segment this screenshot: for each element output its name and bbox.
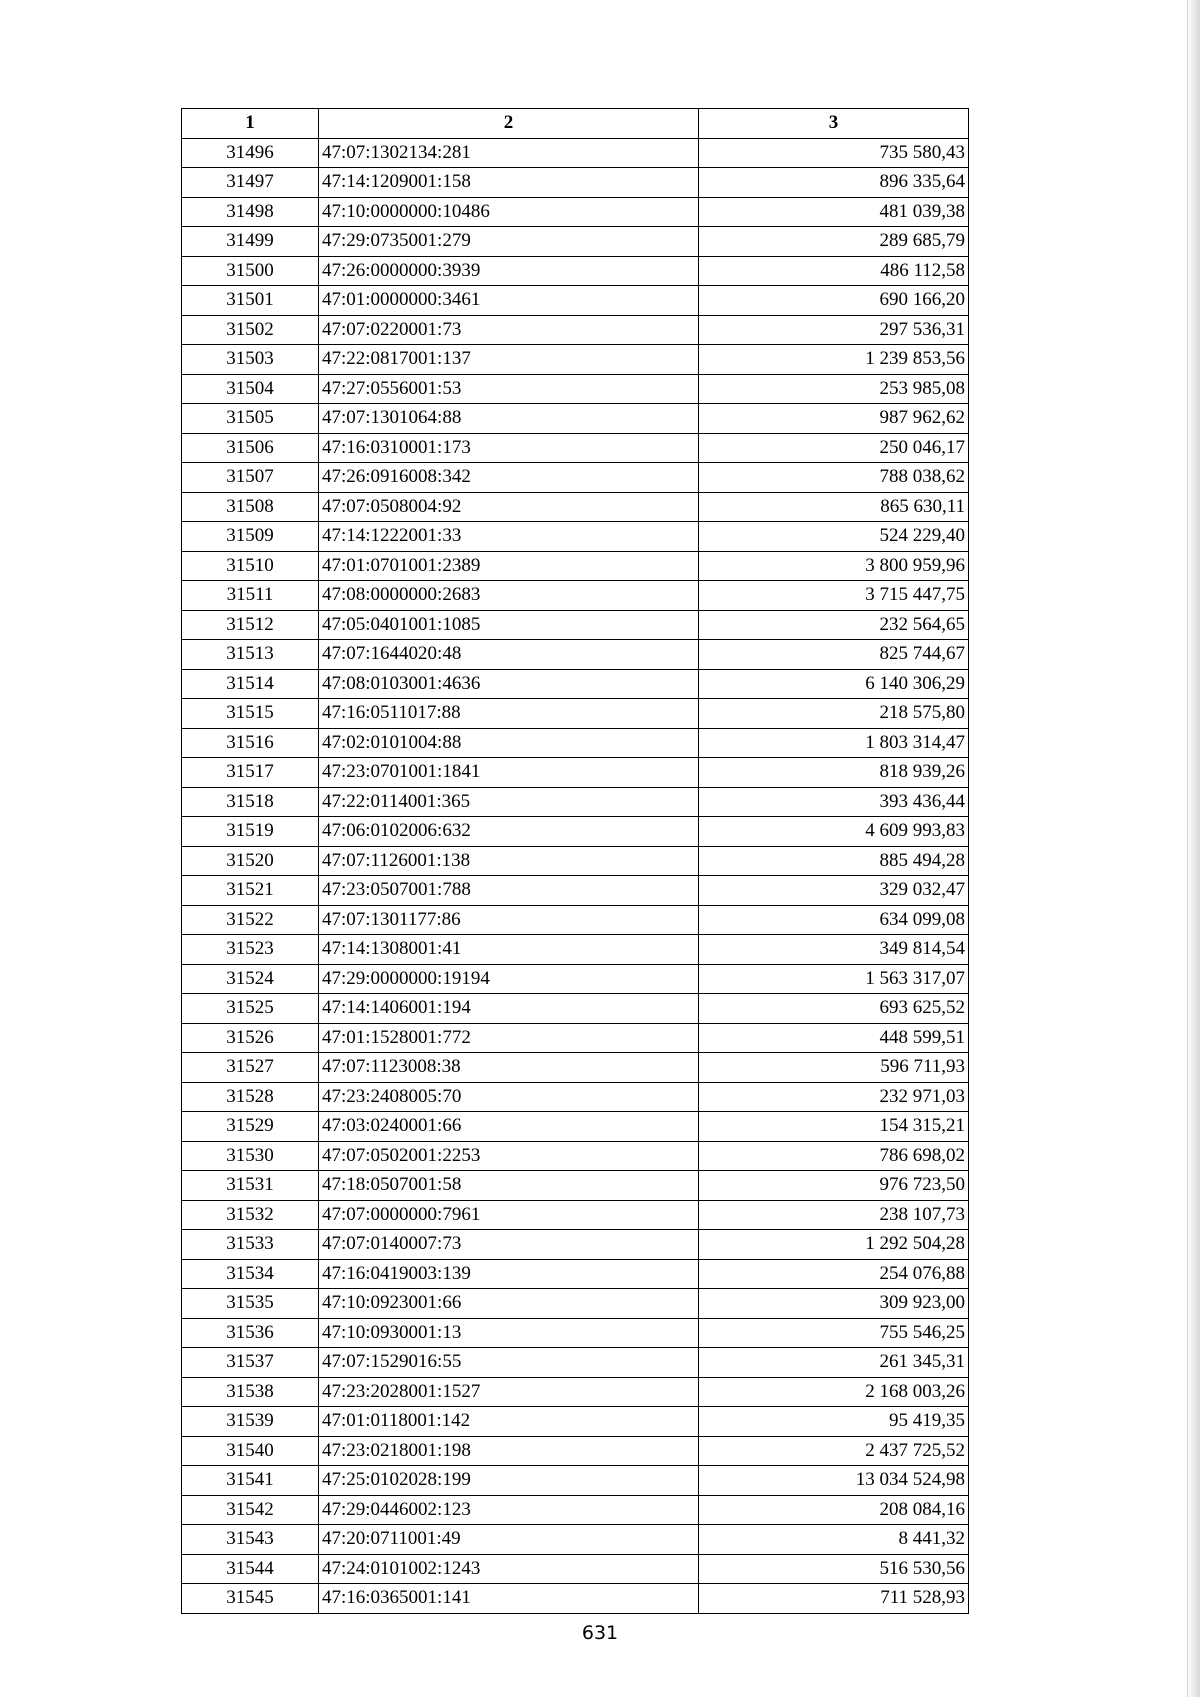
value-cell: 297 536,31: [699, 315, 969, 345]
cadastral-number-cell: 47:10:0923001:66: [319, 1289, 699, 1319]
row-number-cell: 31534: [182, 1259, 319, 1289]
row-number-cell: 31518: [182, 787, 319, 817]
row-number-cell: 31499: [182, 227, 319, 257]
cadastral-number-cell: 47:27:0556001:53: [319, 374, 699, 404]
row-number-cell: 31513: [182, 640, 319, 670]
cadastral-number-cell: 47:07:0140007:73: [319, 1230, 699, 1260]
value-cell: 976 723,50: [699, 1171, 969, 1201]
table-row: [182, 1171, 969, 1201]
cadastral-number-cell: 47:01:0118001:142: [319, 1407, 699, 1437]
table-row: [182, 994, 969, 1024]
value-cell: 232 971,03: [699, 1082, 969, 1112]
value-cell: 309 923,00: [699, 1289, 969, 1319]
cadastral-number-cell: 47:02:0101004:88: [319, 728, 699, 758]
value-cell: 289 685,79: [699, 227, 969, 257]
value-cell: 238 107,73: [699, 1200, 969, 1230]
table-row: [182, 492, 969, 522]
cadastral-number-cell: 47:16:0511017:88: [319, 699, 699, 729]
row-number-cell: 31509: [182, 522, 319, 552]
table-row: [182, 1407, 969, 1437]
table-row: [182, 1525, 969, 1555]
table-row: [182, 522, 969, 552]
cadastral-number-cell: 47:07:1301064:88: [319, 404, 699, 434]
row-number-cell: 31496: [182, 138, 319, 168]
row-number-cell: 31523: [182, 935, 319, 965]
cadastral-number-cell: 47:24:0101002:1243: [319, 1554, 699, 1584]
value-cell: 208 084,16: [699, 1495, 969, 1525]
cadastral-number-cell: 47:03:0240001:66: [319, 1112, 699, 1142]
cadastral-number-cell: 47:10:0000000:10486: [319, 197, 699, 227]
value-cell: 2 437 725,52: [699, 1436, 969, 1466]
table-body: [182, 138, 969, 1613]
row-number-cell: 31528: [182, 1082, 319, 1112]
cadastral-number-cell: 47:23:2028001:1527: [319, 1377, 699, 1407]
row-number-cell: 31544: [182, 1554, 319, 1584]
cadastral-number-cell: 47:08:0103001:4636: [319, 669, 699, 699]
page-number: 631: [581, 1622, 619, 1644]
row-number-cell: 31527: [182, 1053, 319, 1083]
cadastral-number-cell: 47:07:0508004:92: [319, 492, 699, 522]
table-row: [182, 905, 969, 935]
table-row: [182, 817, 969, 847]
table-row: [182, 1554, 969, 1584]
row-number-cell: 31516: [182, 728, 319, 758]
cadastral-number-cell: 47:07:0000000:7961: [319, 1200, 699, 1230]
cadastral-number-cell: 47:23:0701001:1841: [319, 758, 699, 788]
row-number-cell: 31531: [182, 1171, 319, 1201]
table-row: [182, 256, 969, 286]
table-row: [182, 1200, 969, 1230]
cadastral-number-cell: 47:16:0310001:173: [319, 433, 699, 463]
row-number-cell: 31502: [182, 315, 319, 345]
value-cell: 788 038,62: [699, 463, 969, 493]
table-row: [182, 551, 969, 581]
table-row: [182, 1348, 969, 1378]
cadastral-number-cell: 47:29:0735001:279: [319, 227, 699, 257]
value-cell: 486 112,58: [699, 256, 969, 286]
table-header: [182, 109, 969, 139]
row-number-cell: 31503: [182, 345, 319, 375]
value-cell: 1 803 314,47: [699, 728, 969, 758]
cadastral-number-cell: 47:22:0114001:365: [319, 787, 699, 817]
table-row: [182, 876, 969, 906]
cadastral-number-cell: 47:18:0507001:58: [319, 1171, 699, 1201]
table-row: [182, 138, 969, 168]
table-row: [182, 433, 969, 463]
page-edge: [1187, 0, 1200, 1697]
row-number-cell: 31505: [182, 404, 319, 434]
table-row: [182, 315, 969, 345]
cadastral-number-cell: 47:29:0000000:19194: [319, 964, 699, 994]
value-cell: 8 441,32: [699, 1525, 969, 1555]
row-number-cell: 31517: [182, 758, 319, 788]
row-number-cell: 31536: [182, 1318, 319, 1348]
table-row: [182, 699, 969, 729]
row-number-cell: 31539: [182, 1407, 319, 1437]
cadastral-number-cell: 47:23:2408005:70: [319, 1082, 699, 1112]
row-number-cell: 31530: [182, 1141, 319, 1171]
cadastral-number-cell: 47:26:0916008:342: [319, 463, 699, 493]
row-number-cell: 31535: [182, 1289, 319, 1319]
value-cell: 634 099,08: [699, 905, 969, 935]
table-row: [182, 610, 969, 640]
table-row: [182, 1466, 969, 1496]
table-row: [182, 168, 969, 198]
cadastral-number-cell: 47:07:1302134:281: [319, 138, 699, 168]
value-cell: 755 546,25: [699, 1318, 969, 1348]
row-number-cell: 31501: [182, 286, 319, 316]
row-number-cell: 31537: [182, 1348, 319, 1378]
table-row: [182, 1495, 969, 1525]
table-row: [182, 1053, 969, 1083]
row-number-cell: 31540: [182, 1436, 319, 1466]
value-cell: 735 580,43: [699, 138, 969, 168]
value-cell: 6 140 306,29: [699, 669, 969, 699]
row-number-cell: 31498: [182, 197, 319, 227]
value-cell: 95 419,35: [699, 1407, 969, 1437]
value-cell: 448 599,51: [699, 1023, 969, 1053]
table-row: [182, 787, 969, 817]
cadastral-number-cell: 47:16:0365001:141: [319, 1584, 699, 1614]
cadastral-number-cell: 47:01:0701001:2389: [319, 551, 699, 581]
cadastral-number-cell: 47:06:0102006:632: [319, 817, 699, 847]
table-row: [182, 1289, 969, 1319]
row-number-cell: 31521: [182, 876, 319, 906]
column-header-1: 1: [182, 109, 319, 139]
value-cell: 865 630,11: [699, 492, 969, 522]
value-cell: 154 315,21: [699, 1112, 969, 1142]
table-row: [182, 728, 969, 758]
value-cell: 13 034 524,98: [699, 1466, 969, 1496]
value-cell: 3 800 959,96: [699, 551, 969, 581]
cadastral-number-cell: 47:14:1222001:33: [319, 522, 699, 552]
row-number-cell: 31510: [182, 551, 319, 581]
table-row: [182, 1259, 969, 1289]
value-cell: 329 032,47: [699, 876, 969, 906]
cadastral-number-cell: 47:07:1301177:86: [319, 905, 699, 935]
value-cell: 254 076,88: [699, 1259, 969, 1289]
value-cell: 1 292 504,28: [699, 1230, 969, 1260]
row-number-cell: 31541: [182, 1466, 319, 1496]
row-number-cell: 31538: [182, 1377, 319, 1407]
table-row: [182, 1436, 969, 1466]
row-number-cell: 31497: [182, 168, 319, 198]
table-row: [182, 846, 969, 876]
table-row: [182, 345, 969, 375]
cadastral-number-cell: 47:14:1406001:194: [319, 994, 699, 1024]
value-cell: 896 335,64: [699, 168, 969, 198]
row-number-cell: 31525: [182, 994, 319, 1024]
cadastral-number-cell: 47:26:0000000:3939: [319, 256, 699, 286]
row-number-cell: 31533: [182, 1230, 319, 1260]
row-number-cell: 31529: [182, 1112, 319, 1142]
table-row: [182, 581, 969, 611]
cadastral-number-cell: 47:07:1529016:55: [319, 1348, 699, 1378]
cadastral-number-cell: 47:07:1644020:48: [319, 640, 699, 670]
value-cell: 987 962,62: [699, 404, 969, 434]
row-number-cell: 31506: [182, 433, 319, 463]
row-number-cell: 31508: [182, 492, 319, 522]
value-cell: 250 046,17: [699, 433, 969, 463]
row-number-cell: 31532: [182, 1200, 319, 1230]
value-cell: 711 528,93: [699, 1584, 969, 1614]
value-cell: 693 625,52: [699, 994, 969, 1024]
row-number-cell: 31507: [182, 463, 319, 493]
value-cell: 481 039,38: [699, 197, 969, 227]
value-cell: 218 575,80: [699, 699, 969, 729]
table-row: [182, 463, 969, 493]
table-row: [182, 964, 969, 994]
registry-table: [181, 108, 969, 1614]
table-row: [182, 1584, 969, 1614]
value-cell: 232 564,65: [699, 610, 969, 640]
row-number-cell: 31522: [182, 905, 319, 935]
table-row: [182, 197, 969, 227]
table-row: [182, 758, 969, 788]
row-number-cell: 31519: [182, 817, 319, 847]
cadastral-number-cell: 47:29:0446002:123: [319, 1495, 699, 1525]
cadastral-number-cell: 47:01:0000000:3461: [319, 286, 699, 316]
value-cell: 253 985,08: [699, 374, 969, 404]
value-cell: 2 168 003,26: [699, 1377, 969, 1407]
value-cell: 524 229,40: [699, 522, 969, 552]
value-cell: 596 711,93: [699, 1053, 969, 1083]
row-number-cell: 31520: [182, 846, 319, 876]
table-row: [182, 1318, 969, 1348]
value-cell: 3 715 447,75: [699, 581, 969, 611]
row-number-cell: 31511: [182, 581, 319, 611]
table-row: [182, 1112, 969, 1142]
cadastral-number-cell: 47:10:0930001:13: [319, 1318, 699, 1348]
table-row: [182, 227, 969, 257]
cadastral-number-cell: 47:07:0502001:2253: [319, 1141, 699, 1171]
row-number-cell: 31500: [182, 256, 319, 286]
value-cell: 885 494,28: [699, 846, 969, 876]
header-row: [182, 109, 969, 139]
cadastral-number-cell: 47:01:1528001:772: [319, 1023, 699, 1053]
cadastral-number-cell: 47:07:1126001:138: [319, 846, 699, 876]
table-row: [182, 935, 969, 965]
value-cell: 349 814,54: [699, 935, 969, 965]
row-number-cell: 31515: [182, 699, 319, 729]
cadastral-number-cell: 47:14:1308001:41: [319, 935, 699, 965]
value-cell: 516 530,56: [699, 1554, 969, 1584]
row-number-cell: 31504: [182, 374, 319, 404]
cadastral-number-cell: 47:23:0218001:198: [319, 1436, 699, 1466]
value-cell: 818 939,26: [699, 758, 969, 788]
row-number-cell: 31542: [182, 1495, 319, 1525]
cadastral-number-cell: 47:14:1209001:158: [319, 168, 699, 198]
cadastral-number-cell: 47:23:0507001:788: [319, 876, 699, 906]
table-row: [182, 640, 969, 670]
cadastral-number-cell: 47:07:1123008:38: [319, 1053, 699, 1083]
cadastral-number-cell: 47:25:0102028:199: [319, 1466, 699, 1496]
table-row: [182, 374, 969, 404]
cadastral-number-cell: 47:05:0401001:1085: [319, 610, 699, 640]
value-cell: 690 166,20: [699, 286, 969, 316]
table-row: [182, 1141, 969, 1171]
table-row: [182, 1082, 969, 1112]
row-number-cell: 31545: [182, 1584, 319, 1614]
column-header-3: 3: [699, 109, 969, 139]
row-number-cell: 31526: [182, 1023, 319, 1053]
value-cell: 1 239 853,56: [699, 345, 969, 375]
row-number-cell: 31512: [182, 610, 319, 640]
table-row: [182, 404, 969, 434]
column-header-2: 2: [319, 109, 699, 139]
cadastral-number-cell: 47:07:0220001:73: [319, 315, 699, 345]
table-row: [182, 669, 969, 699]
value-cell: 4 609 993,83: [699, 817, 969, 847]
cadastral-number-cell: 47:20:0711001:49: [319, 1525, 699, 1555]
table-row: [182, 1023, 969, 1053]
cadastral-number-cell: 47:22:0817001:137: [319, 345, 699, 375]
row-number-cell: 31543: [182, 1525, 319, 1555]
value-cell: 1 563 317,07: [699, 964, 969, 994]
row-number-cell: 31524: [182, 964, 319, 994]
value-cell: 393 436,44: [699, 787, 969, 817]
table-row: [182, 1230, 969, 1260]
table-row: [182, 286, 969, 316]
value-cell: 261 345,31: [699, 1348, 969, 1378]
cadastral-number-cell: 47:08:0000000:2683: [319, 581, 699, 611]
value-cell: 825 744,67: [699, 640, 969, 670]
value-cell: 786 698,02: [699, 1141, 969, 1171]
table-row: [182, 1377, 969, 1407]
row-number-cell: 31514: [182, 669, 319, 699]
cadastral-number-cell: 47:16:0419003:139: [319, 1259, 699, 1289]
